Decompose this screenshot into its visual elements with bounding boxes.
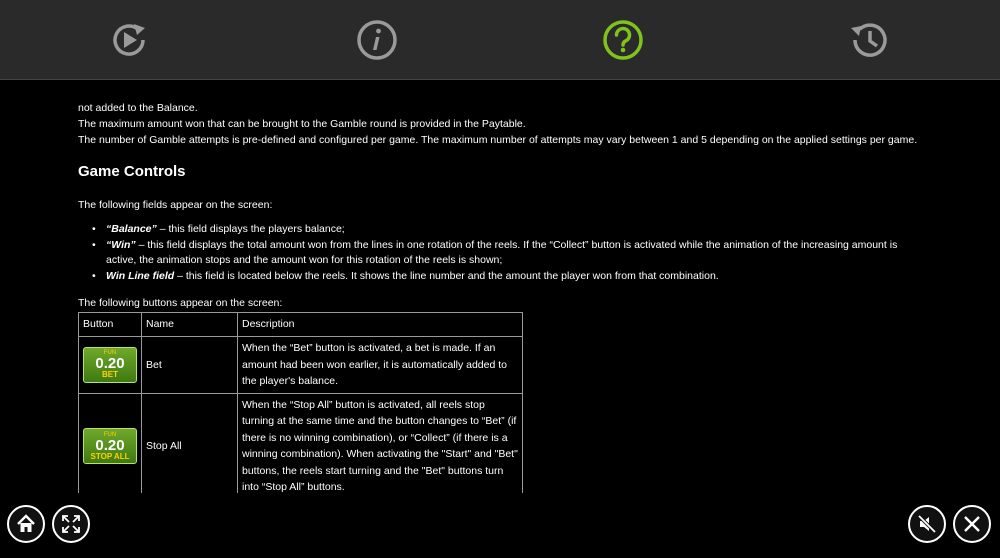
help-icon <box>601 18 645 62</box>
partial-text-line: not added to the Balance. <box>78 102 198 114</box>
fun-label: FUN <box>103 431 117 438</box>
field-term: Win Line field <box>106 269 175 282</box>
table-cell-name: Bet <box>142 337 238 394</box>
table-cell-button <box>79 337 142 394</box>
home-button[interactable] <box>7 505 45 543</box>
field-description: – this field is located below the reels. It shows the line number and the amount the player won from that combination. <box>174 269 719 282</box>
home-icon <box>15 513 37 535</box>
buttons-intro: The following buttons appear on the screen: <box>78 297 283 309</box>
list-item <box>96 238 916 269</box>
tab-replay[interactable] <box>107 18 151 62</box>
table-row <box>79 337 523 394</box>
bet-value: 0.20 <box>95 355 125 373</box>
table-row <box>79 393 523 493</box>
tab-info[interactable] <box>355 18 399 62</box>
replay-icon <box>107 18 151 62</box>
table-header: Button <box>79 313 142 337</box>
list-item <box>96 222 916 238</box>
sound-muted-icon <box>916 513 938 535</box>
fullscreen-icon <box>60 513 82 535</box>
table-cell-description: When the “Bet” button is activated, a bet is made. If an amount had been won earlier, it is automatically added to the player's balance. <box>238 337 523 394</box>
field-description: – this field displays the players balance; <box>156 223 345 235</box>
table-cell-description: When the “Stop All” button is activated, all reels stop turning at the same time and the button changes to “Bet” (if there is no winning combination), or “Collect” (if there is a winning combination). When activating the "Start" and "Bet" buttons, the reels start turning and the "Bet" buttons turn into “Stop All” buttons. <box>238 393 523 493</box>
close-icon <box>961 513 983 535</box>
info-icon <box>355 18 399 62</box>
stop-all-button-image <box>83 428 137 464</box>
help-content[interactable] <box>0 81 1000 493</box>
paragraph-gamble-attempts: The number of Gamble attempts is pre-defined and configured per game. The maximum number of attempts may vary between 1 and 5 depending on the applied settings per game. <box>78 134 918 146</box>
fun-label: FUN <box>103 350 117 357</box>
fields-list <box>96 222 916 284</box>
table-header: Description <box>238 313 523 337</box>
bet-value: 0.20 <box>95 436 125 454</box>
list-item <box>96 269 916 285</box>
fullscreen-button[interactable] <box>52 505 90 543</box>
section-heading: Game Controls <box>78 163 186 180</box>
table-header: Name <box>142 313 238 337</box>
field-term: “Balance” <box>106 223 157 235</box>
table-cell-name: Stop All <box>142 393 238 493</box>
buttons-table <box>78 312 523 493</box>
tab-help[interactable] <box>601 18 645 62</box>
table-header-row <box>79 313 523 337</box>
field-description: – this field displays the total amount won from the lines in one rotation of the reels. If the “Collect” button is activated while the animation of the increasing amount is active, the animation stops and the amount won for this rotation of the reels is shown; <box>106 238 898 266</box>
fields-intro: The following fields appear on the screen: <box>78 199 273 211</box>
close-button[interactable] <box>953 505 991 543</box>
help-tab-bar <box>0 0 1000 80</box>
sound-toggle-button[interactable] <box>908 505 946 543</box>
tab-history[interactable] <box>847 18 891 62</box>
table-cell-button <box>79 393 142 493</box>
button-caption: STOP ALL <box>90 451 130 461</box>
field-term: “Win” <box>106 238 136 251</box>
bet-button-image <box>83 347 137 383</box>
paragraph-max-gamble: The maximum amount won that can be brought to the Gamble round is provided in the Paytable. <box>78 118 526 130</box>
history-icon <box>847 18 891 62</box>
button-caption: BET <box>102 370 118 380</box>
